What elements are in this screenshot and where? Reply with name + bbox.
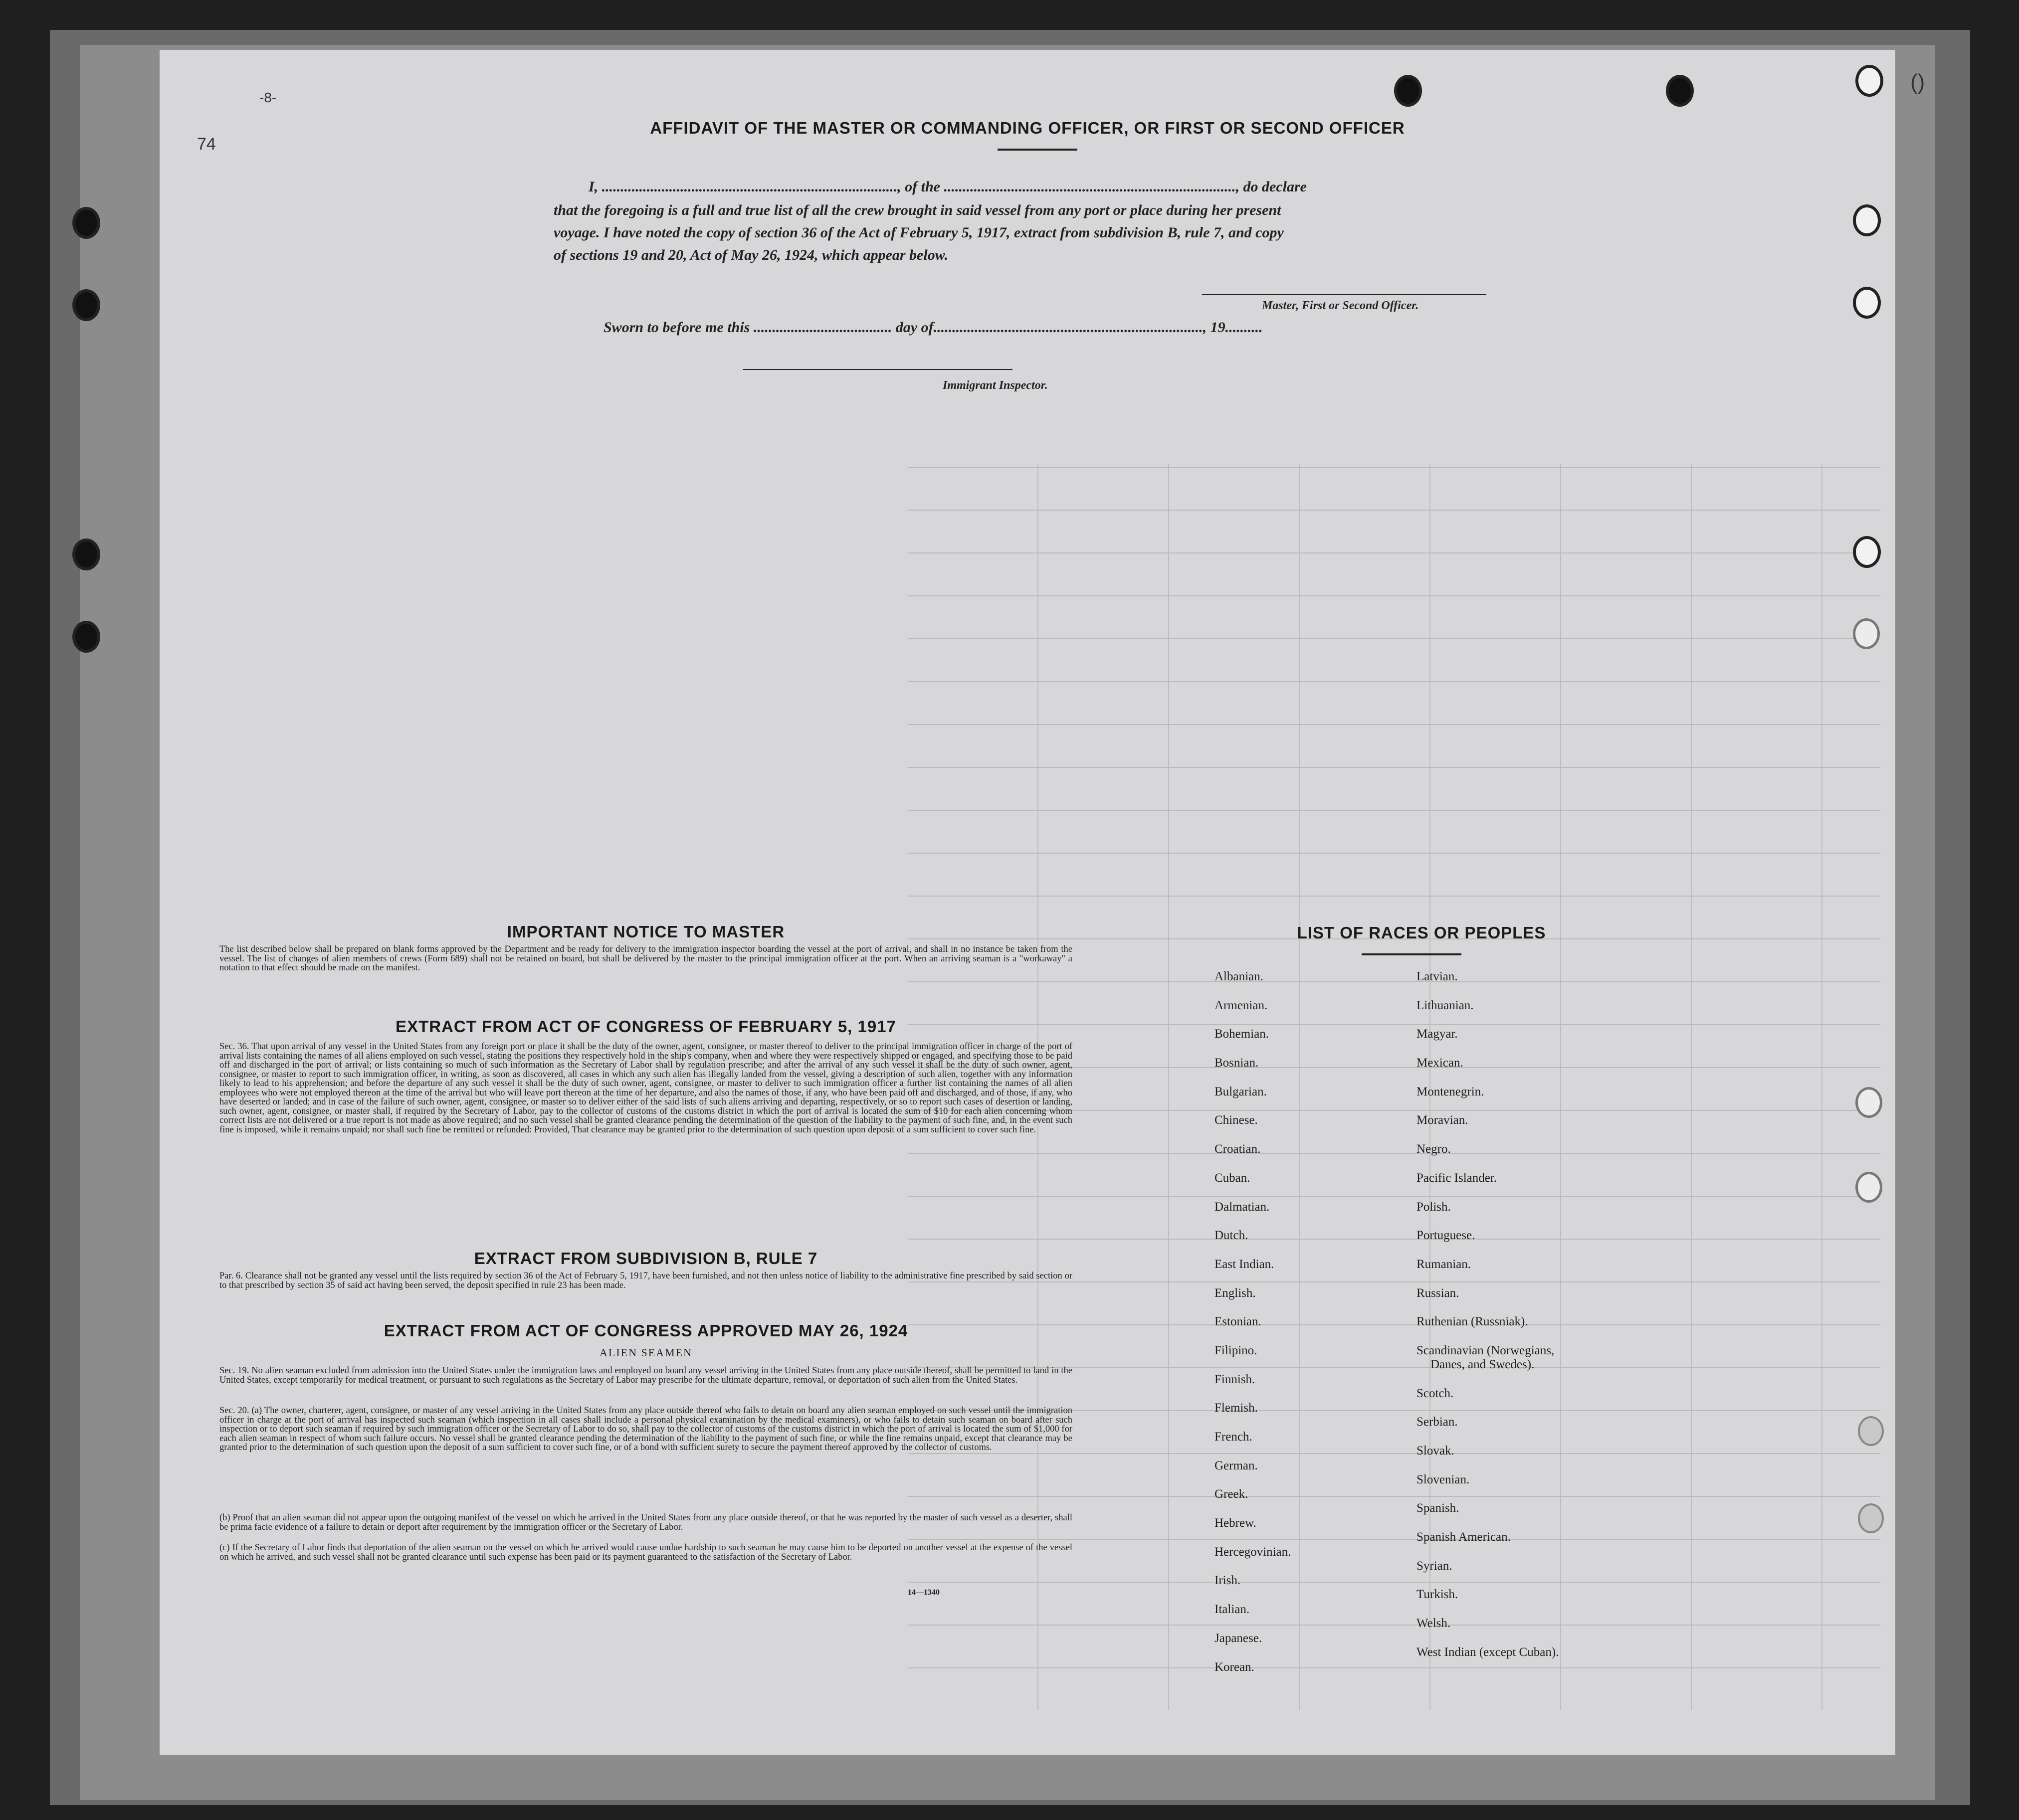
race-item: Filipino. — [1214, 1343, 1257, 1357]
punch-hole — [72, 621, 100, 653]
margin-note-top-right: () — [1910, 70, 1925, 94]
affidavit-line-1: I, ..............................................................................., of the .............................................................................., do declare — [589, 179, 1307, 195]
race-item: Slovak. — [1416, 1444, 1454, 1457]
punch-hole — [1853, 204, 1881, 236]
race-item: Finnish. — [1214, 1372, 1255, 1386]
affidavit-line-3: voyage. I have noted the copy of section 36 of the Act of February 5, 1917, extract from subdivision B, rule 7, and copy — [554, 224, 1284, 241]
race-item: Polish. — [1416, 1200, 1451, 1214]
punch-hole — [72, 539, 100, 570]
race-item: Scotch. — [1416, 1386, 1454, 1400]
race-item: Negro. — [1416, 1142, 1451, 1156]
inspector-label: Immigrant Inspector. — [943, 379, 1048, 392]
race-item: English. — [1214, 1286, 1256, 1300]
punch-hole — [1394, 75, 1422, 107]
race-item: Bosnian. — [1214, 1056, 1259, 1070]
margin-note-top: -8- — [259, 90, 277, 105]
race-item: Rumanian. — [1416, 1257, 1471, 1271]
extract-1917-text: Sec. 36. That upon arrival of any vessel in the United States from any foreign port or place it shall be the duty of the owner, agent, consignee, or master thereof to deliver to the principal immigration officer in charge of the port of arrival lists containing the names of all aliens employed on such vessel, stating the positions they respectively hold in the ship's company, when and where they were respectively shipped or engaged, and specifying those to be paid off and discharged in the port of arrival; or lists containing so much of such information as the Secretary of Labor shall by regulation prescribe; and after the arrival of any such vessel it shall be the duty of such owner, agent, consignee, or master to report to such immigration officer, in writing, as soon as discovered, all cases in which any such alien has illegally landed from the vessel, giving a description of such alien, together with any information likely to lead to his apprehension; and before the departure of any such vessel it shall be the duty of such owner, agent, consignee, or master to deliver to such immigration officer a further list containing the names of all alien employees who were not employed thereon at the time of the arrival but who will leave port thereon at the time of her departure, and also the names of those, if any, who have been paid off and discharged, and of those, if any, who have deserted or landed; and in case of the failure of such owner, agent, consignee, or master so to deliver either of the said lists of such aliens arriving and departing, respectively, or so to report such cases of desertion or landing, such owner, agent, consignee, or master shall, if required by the Secretary of Labor, pay to the collector of customs of the customs district in which the port of arrival is located the sum of $10 for each alien concerning whom correct lists are not delivered or a true report is not made as above required; and no such vessel shall be granted clearance pending the determination of the question of the liability to the payment of such fine, and, in the event such fine is imposed, while it remains unpaid; nor shall such fine be remitted or refunded: Provided, That clearance may be granted prior to the determination of such question upon deposit of a sum sufficient to cover such fine. — [219, 1042, 1072, 1135]
races-title: LIST OF RACES OR PEOPLES — [1297, 923, 1546, 942]
punch-hole — [1858, 1416, 1884, 1446]
race-item: Chinese. — [1214, 1113, 1258, 1127]
race-item: French. — [1214, 1430, 1252, 1444]
affidavit-title: AFFIDAVIT OF THE MASTER OR COMMANDING OFFICER, OR FIRST OR SECOND OFFICER — [650, 119, 1405, 137]
signature-line — [1202, 294, 1486, 295]
title-underline — [998, 149, 1077, 151]
race-item: Magyar. — [1416, 1027, 1458, 1041]
sec19-text: Sec. 19. No alien seaman excluded from admission into the United States under the immigration laws and employed on board any vessel arriving in the United States from any place outside thereof, shall be permitted to land in the United States, except temporarily for medical treatment, or pursuant to such regulations as the Secretary of Labor may prescribe for the ultimate departure, removal, or deportation of such alien from the United States. — [219, 1366, 1072, 1385]
sec20c-text: (c) If the Secretary of Labor finds that deportation of the alien seaman on the vessel on which he arrived would cause undue hardship to such seaman he may cause him to be deported on another vessel at the expense of the vessel on which he arrived, and such vessel shall not be granted clearance until such expense has been paid or its payment guaranteed to the satisfaction of the Secretary of Labor. — [219, 1543, 1072, 1562]
race-item: Spanish. — [1416, 1501, 1459, 1515]
race-item: Bohemian. — [1214, 1027, 1269, 1041]
race-item: Russian. — [1416, 1286, 1459, 1300]
rule7-text: Par. 6. Clearance shall not be granted any vessel until the lists required by section 36 of the Act of February 5, 1917, have been furnished, and not then unless notice of liability to the administrative fine prescribed by said section or to that prescribed by section 35 of said act having been served, the deposit specified in rule 23 has been made. — [219, 1271, 1072, 1290]
race-item: Danes, and Swedes). — [1430, 1357, 1535, 1371]
notice-title: IMPORTANT NOTICE TO MASTER — [507, 922, 785, 941]
race-item: Albanian. — [1214, 970, 1263, 983]
races-underline — [1362, 953, 1461, 955]
race-item: Pacific Islander. — [1416, 1171, 1497, 1185]
race-item: Bulgarian. — [1214, 1085, 1267, 1098]
extract-1917-title: EXTRACT FROM ACT OF CONGRESS OF FEBRUARY 5, 1917 — [396, 1017, 896, 1036]
race-item: Korean. — [1214, 1660, 1254, 1674]
race-item: Moravian. — [1416, 1113, 1468, 1127]
punch-hole — [1855, 65, 1883, 97]
race-item: Cuban. — [1214, 1171, 1250, 1185]
race-item: Mexican. — [1416, 1056, 1463, 1070]
race-item: Dutch. — [1214, 1229, 1248, 1243]
races-left-column — [1214, 970, 1291, 1689]
punch-hole — [1853, 287, 1881, 319]
race-item: West Indian (except Cuban). — [1416, 1645, 1559, 1659]
inspector-line — [743, 369, 1012, 370]
race-item: Irish. — [1214, 1574, 1241, 1588]
race-item: Spanish American. — [1416, 1530, 1511, 1544]
signature-label: Master, First or Second Officer. — [1262, 299, 1419, 312]
race-item: Portuguese. — [1416, 1229, 1475, 1243]
rule7-title: EXTRACT FROM SUBDIVISION B, RULE 7 — [474, 1249, 818, 1268]
race-item: Flemish. — [1214, 1401, 1258, 1415]
race-item: Hercegovinian. — [1214, 1545, 1291, 1559]
sworn-line: Sworn to before me this ..................................... day of........................................................................, 19.......... — [604, 319, 1263, 336]
race-item: Welsh. — [1416, 1617, 1451, 1631]
race-item: Croatian. — [1214, 1142, 1261, 1156]
punch-hole — [1855, 1087, 1882, 1118]
race-item: German. — [1214, 1458, 1258, 1472]
race-item: Dalmatian. — [1214, 1200, 1270, 1214]
sec20a-text: Sec. 20. (a) The owner, charterer, agent, consignee, or master of any vessel arriving in the United States from any place outside thereof who fails to detain on board any alien seaman employed on such vessel until the immigration officer in charge at the port of arrival has inspected such seaman (which inspection in all cases shall include a personal physical examination by the medical examiners), or who fails to detain such seaman on board after such inspection or to deport such seaman if required by such immigration officer or the Secretary of Labor to do so, shall pay to the collector of customs of the customs district in which the port of arrival is located the sum of $1,000 for each alien seaman in respect of whom such failure occurs. No vessel shall be granted clearance pending the determination of the liability to the payment of such fine, or while the fine remains unpaid, except that clearance may be granted prior to the determination of such question upon the deposit of a sum sufficient to cover such fine, or of a bond with sufficient surety to secure the payment thereof approved by the collector of customs. — [219, 1406, 1072, 1453]
race-item: Montenegrin. — [1416, 1085, 1484, 1098]
extract-1924-title: EXTRACT FROM ACT OF CONGRESS APPROVED MAY 26, 1924 — [384, 1321, 908, 1340]
affidavit-line-4: of sections 19 and 20, Act of May 26, 1924, which appear below. — [554, 247, 949, 263]
race-item: Syrian. — [1416, 1559, 1452, 1573]
race-item: Armenian. — [1214, 998, 1268, 1012]
punch-hole — [72, 289, 100, 321]
race-item: Japanese. — [1214, 1631, 1262, 1645]
race-item: Turkish. — [1416, 1588, 1458, 1602]
race-item: East Indian. — [1214, 1257, 1274, 1271]
race-item: Latvian. — [1416, 970, 1458, 983]
punch-hole — [1853, 618, 1880, 649]
race-item: Estonian. — [1214, 1315, 1261, 1329]
punch-hole — [1666, 75, 1694, 107]
race-item: Lithuanian. — [1416, 998, 1474, 1012]
race-item: Italian. — [1214, 1603, 1250, 1617]
margin-note-left: 74 — [197, 135, 216, 154]
sec20b-text: (b) Proof that an alien seaman did not appear upon the outgoing manifest of the vessel on which he arrived in the United States from any place outside thereof, or that he was reported by the master of such vessel as a deserter, shall be prima facie evidence of a failure to detain or deport after requirement by the immigration officer or the Secretary of Labor. — [219, 1513, 1072, 1532]
punch-hole — [1855, 1172, 1882, 1203]
race-item: Ruthenian (Russniak). — [1416, 1315, 1528, 1329]
race-item: Hebrew. — [1214, 1516, 1256, 1530]
manifest-page — [160, 50, 1895, 1755]
notice-text: The list described below shall be prepared on blank forms approved by the Department and be ready for delivery to the immigration inspector boarding the vessel at the port of arrival, and shall in no instance be taken from the vessel. The list of changes of alien members of crews (Form 689) shall not be retained on board, but shall be delivered by the master to the principal immigration officer at the port. When an arriving seaman is a "workaway" a notation to that effect should be made on the manifest. — [219, 944, 1072, 973]
form-number: 14—1340 — [908, 1588, 940, 1597]
race-item: Slovenian. — [1416, 1472, 1470, 1486]
race-item: Scandinavian (Norwegians, — [1416, 1343, 1555, 1357]
alien-seamen-subtitle: ALIEN SEAMEN — [600, 1346, 692, 1359]
punch-hole — [1853, 536, 1881, 568]
affidavit-line-2: that the foregoing is a full and true list of all the crew brought in said vessel from any port or place during her present — [554, 202, 1281, 218]
race-item: Greek. — [1214, 1487, 1248, 1501]
races-right-column — [1416, 970, 1559, 1674]
race-item: Serbian. — [1416, 1415, 1458, 1429]
punch-hole — [72, 207, 100, 239]
punch-hole — [1858, 1503, 1884, 1533]
